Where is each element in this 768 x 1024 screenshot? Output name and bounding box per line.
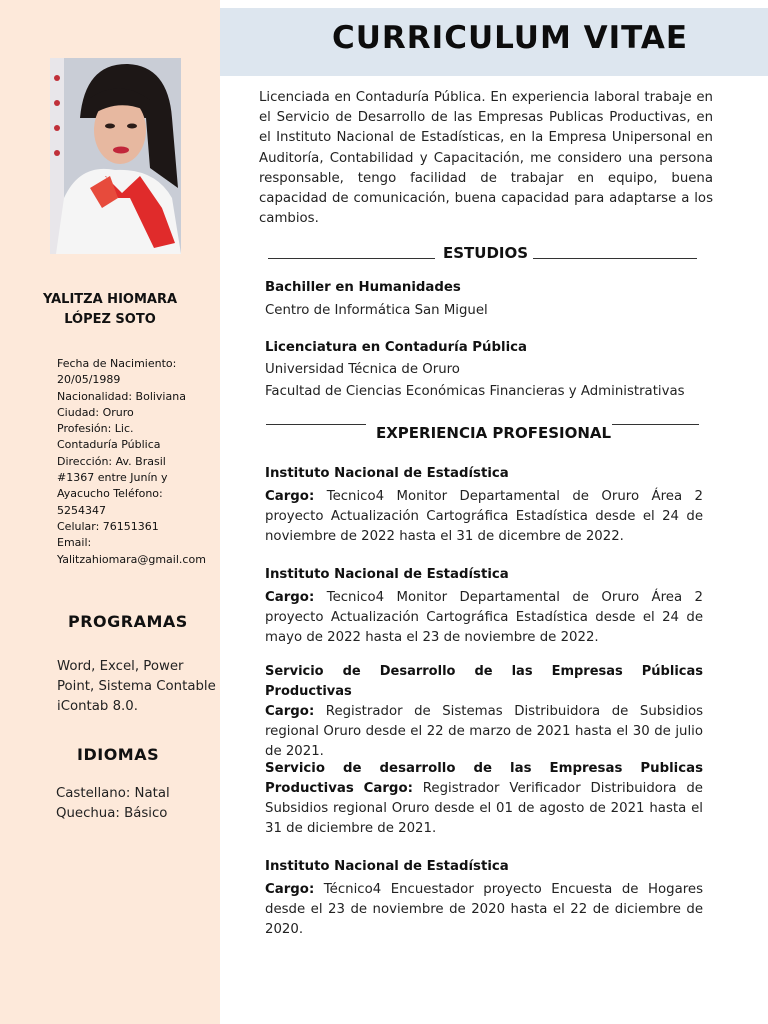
job-item bbox=[265, 857, 703, 940]
divider-line bbox=[266, 424, 366, 425]
job-item bbox=[265, 565, 703, 648]
idioma-item: Quechua: Básico bbox=[56, 805, 168, 821]
job-org: Instituto Nacional de Estadística bbox=[265, 859, 509, 874]
cargo-label: Cargo: bbox=[363, 781, 413, 796]
programas-text: Word, Excel, Power Point, Sistema Contable iContab 8.0. bbox=[57, 659, 216, 714]
title-banner bbox=[220, 8, 768, 76]
divider-line bbox=[268, 258, 435, 259]
estudio-line: Universidad Técnica de Oruro bbox=[265, 362, 460, 377]
email-link[interactable]: Yalitzahiomara@gmail.com bbox=[57, 552, 206, 566]
personal-line: Dirección: Av. Brasil bbox=[57, 454, 166, 468]
profile-photo bbox=[50, 58, 181, 254]
idioma-item: Castellano: Natal bbox=[56, 786, 170, 801]
job-org: Instituto Nacional de Estadística bbox=[265, 466, 509, 481]
cargo-label: Cargo: bbox=[265, 704, 315, 719]
profile-summary: Licenciada en Contaduría Pública. En experiencia laboral trabaje en el Servicio de Desarrollo de las Empresas Publicas Productivas, en el Instituto Nacional de Estadísticas, en la Empresa Unipersonal en Auditoría, Contabilidad y Capacitación, me considero una persona responsable, tengo facilidad de trabajar en equipo, buena capacidad de comunicación, buena capacidad para adaptarse a los cambios. bbox=[259, 90, 713, 227]
estudios-heading: ESTUDIOS bbox=[443, 244, 529, 262]
candidate-name bbox=[0, 290, 220, 330]
cargo-label: Cargo: bbox=[265, 590, 315, 605]
estudio-line: Facultad de Ciencias Económicas Financieras y Administrativas bbox=[265, 384, 685, 399]
job-cargo: Tecnico4 Monitor Departamental de Oruro Área 2 proyecto Actualización Cartográfica Estadística desde el 24 de mayo de 2022 hasta el 23 de noviembre de 2022. bbox=[265, 590, 703, 645]
divider-line bbox=[612, 424, 699, 425]
idiomas-list bbox=[56, 784, 216, 823]
estudio-line: Centro de Informática San Miguel bbox=[265, 303, 488, 318]
personal-line: Ciudad: Oruro bbox=[57, 405, 134, 419]
cargo-label: Cargo: bbox=[265, 489, 315, 504]
estudio-item bbox=[265, 338, 703, 402]
personal-line: Fecha de Nacimiento: bbox=[57, 357, 177, 370]
estudio-title: Licenciatura en Contaduría Pública bbox=[265, 340, 527, 355]
personal-line: Profesión: Lic. bbox=[57, 422, 134, 436]
job-org: Servicio de desarrollo de las Empresas Publicas Productivas bbox=[265, 761, 703, 796]
programas-heading: PROGRAMAS bbox=[68, 612, 188, 631]
page-title: CURRICULUM VITAE bbox=[332, 20, 689, 56]
personal-line: Contaduría Pública bbox=[57, 438, 161, 452]
estudio-item bbox=[265, 278, 703, 321]
cargo-label: Cargo: bbox=[265, 882, 315, 897]
personal-line: 5254347 bbox=[57, 503, 106, 517]
personal-line: 20/05/1989 bbox=[57, 373, 121, 387]
estudio-title: Bachiller en Humanidades bbox=[265, 280, 461, 295]
job-item bbox=[265, 662, 703, 762]
name-line-2: LÓPEZ SOTO bbox=[64, 312, 156, 327]
sidebar bbox=[0, 0, 220, 1024]
job-item bbox=[265, 464, 703, 547]
personal-line: Email: bbox=[57, 536, 92, 550]
experiencia-heading: EXPERIENCIA PROFESIONAL bbox=[376, 424, 612, 442]
job-cargo: Técnico4 Encuestador proyecto Encuesta de Hogares desde el 23 de noviembre de 2020 hasta el 22 de diciembre de 2020. bbox=[265, 882, 703, 937]
job-cargo: Registrador Verificador Distribuidora de Subsidios regional Oruro desde el 01 de agosto de 2021 hasta el 31 de diciembre de 2021. bbox=[265, 781, 703, 836]
personal-line: Nacionalidad: Boliviana bbox=[57, 389, 186, 403]
job-cargo: Tecnico4 Monitor Departamental de Oruro Área 2 proyecto Actualización Cartográfica Estadística desde el 24 de noviembre de 2022 hasta el 31 de dicembre de 2022. bbox=[265, 489, 703, 544]
divider-line bbox=[533, 258, 697, 259]
name-line-1: YALITZA HIOMARA bbox=[42, 292, 178, 307]
idiomas-heading: IDIOMAS bbox=[77, 745, 160, 764]
personal-line: #1367 entre Junín y bbox=[57, 471, 168, 485]
personal-line: Celular: 76151361 bbox=[57, 519, 159, 533]
profile-photo-image bbox=[50, 58, 181, 254]
job-org: Servicio de Desarrollo de las Empresas Públicas Productivas bbox=[265, 664, 703, 699]
job-item bbox=[265, 759, 703, 839]
job-org: Instituto Nacional de Estadística bbox=[265, 567, 509, 582]
job-cargo: Registrador de Sistemas Distribuidora de Subsidios regional Oruro desde el 22 de marzo de 2021 hasta el 30 de julio de 2021. bbox=[265, 704, 704, 759]
personal-info bbox=[57, 356, 215, 568]
personal-line: Ayacucho Teléfono: bbox=[57, 487, 163, 501]
